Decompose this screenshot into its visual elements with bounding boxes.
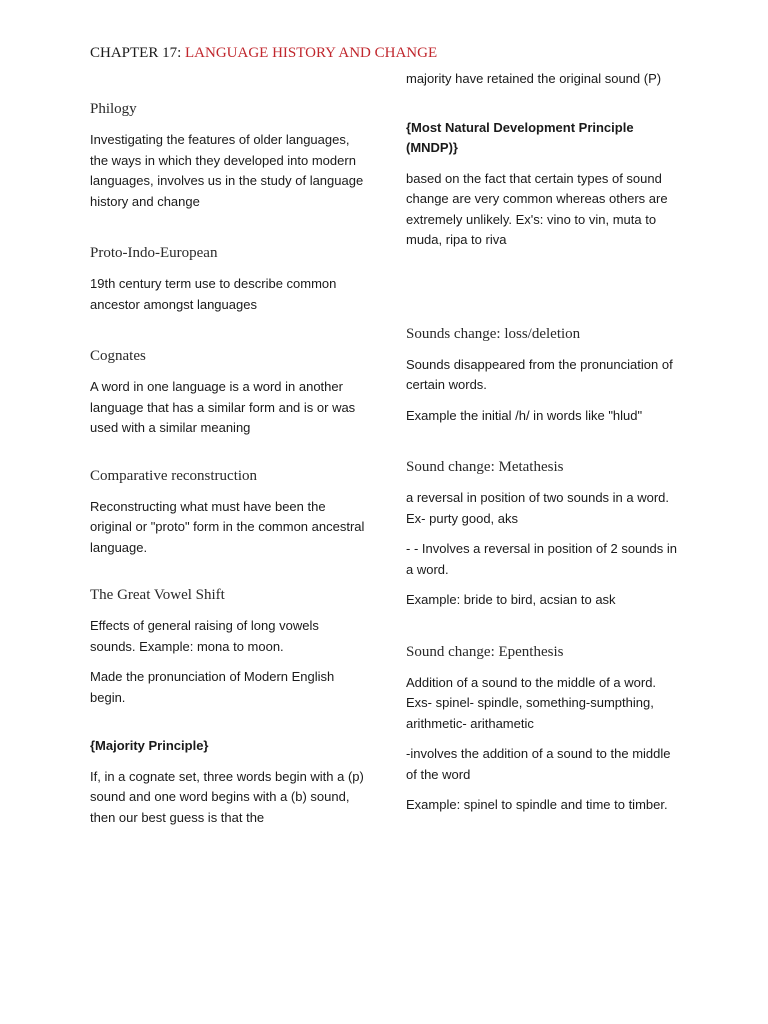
text-loss-deletion-2: Example the initial /h/ in words like "hlud" <box>406 407 643 423</box>
chapter-title: LANGUAGE HISTORY AND CHANGE <box>185 45 438 61</box>
text-majority-principle-continued: majority have retained the original sound (P) <box>406 71 662 86</box>
text-comparative-reconstruction: Reconstructing what must have been the original or "proto" form in the common ancestral language. <box>90 498 365 555</box>
heading-loss-deletion: Sounds change: loss/deletion <box>406 325 581 342</box>
text-metathesis-3: Example: bride to bird, acsian to ask <box>406 592 616 607</box>
text-epenthesis-3: Example: spinel to spindle and time to timber. <box>406 797 668 812</box>
heading-proto-indo-european: Proto-Indo-European <box>90 245 218 261</box>
left-column <box>90 96 366 838</box>
right-column <box>406 69 682 826</box>
chapter-prefix: CHAPTER 17 <box>90 45 178 61</box>
text-epenthesis-1: Addition of a sound to the middle of a word. Exs- spinel- spindle, something-sumpthing, arithmetic- arithametic <box>406 674 657 731</box>
text-great-vowel-shift-2: Made the pronunciation of Modern English begin. <box>90 669 335 705</box>
chapter-header <box>90 45 437 62</box>
heading-cognates: Cognates <box>90 348 146 364</box>
heading-philogy: Philogy <box>90 101 137 117</box>
text-proto-indo-european: 19th century term use to describe common ancestor amongst languages <box>90 276 337 312</box>
text-epenthesis-2: -involves the addition of a sound to the middle of the word <box>406 746 671 782</box>
text-metathesis-2: - - Involves a reversal in position of 2 sounds in a word. <box>406 541 677 577</box>
text-philogy: Investigating the features of older languages, the ways in which they developed into modern languages, involves us in the study of language history and change <box>90 132 364 209</box>
text-great-vowel-shift-1: Effects of general raising of long vowels sounds. Example: mona to moon. <box>90 618 319 654</box>
heading-comparative-reconstruction: Comparative reconstruction <box>90 467 258 484</box>
heading-great-vowel-shift: The Great Vowel Shift <box>90 587 225 603</box>
chapter-separator: : <box>177 45 186 61</box>
text-mndp: based on the fact that certain types of sound change are very common whereas others are extremely unlikely. Ex's: vino to vin, muta to muda, ripa to riva <box>406 170 668 247</box>
text-metathesis-1: a reversal in position of two sounds in a word. Ex- purty good, aks <box>406 490 670 526</box>
heading-metathesis: Sound change: Metathesis <box>406 459 564 475</box>
heading-epenthesis: Sound change: Epenthesis <box>406 643 564 660</box>
text-cognates: A word in one language is a word in another language that has a similar form and is or was used with a similar meaning <box>90 379 356 435</box>
text-loss-deletion-1: Sounds disappeared from the pronunciation of certain words. <box>406 356 673 392</box>
text-majority-principle: If, in a cognate set, three words begin with a (p) sound and one word begins with a (b) sound, then our best guess is that the <box>90 768 364 825</box>
heading-mndp: {Most Natural Development Principle (MNDP)} <box>406 119 634 155</box>
heading-majority-principle: {Majority Principle} <box>90 738 209 753</box>
